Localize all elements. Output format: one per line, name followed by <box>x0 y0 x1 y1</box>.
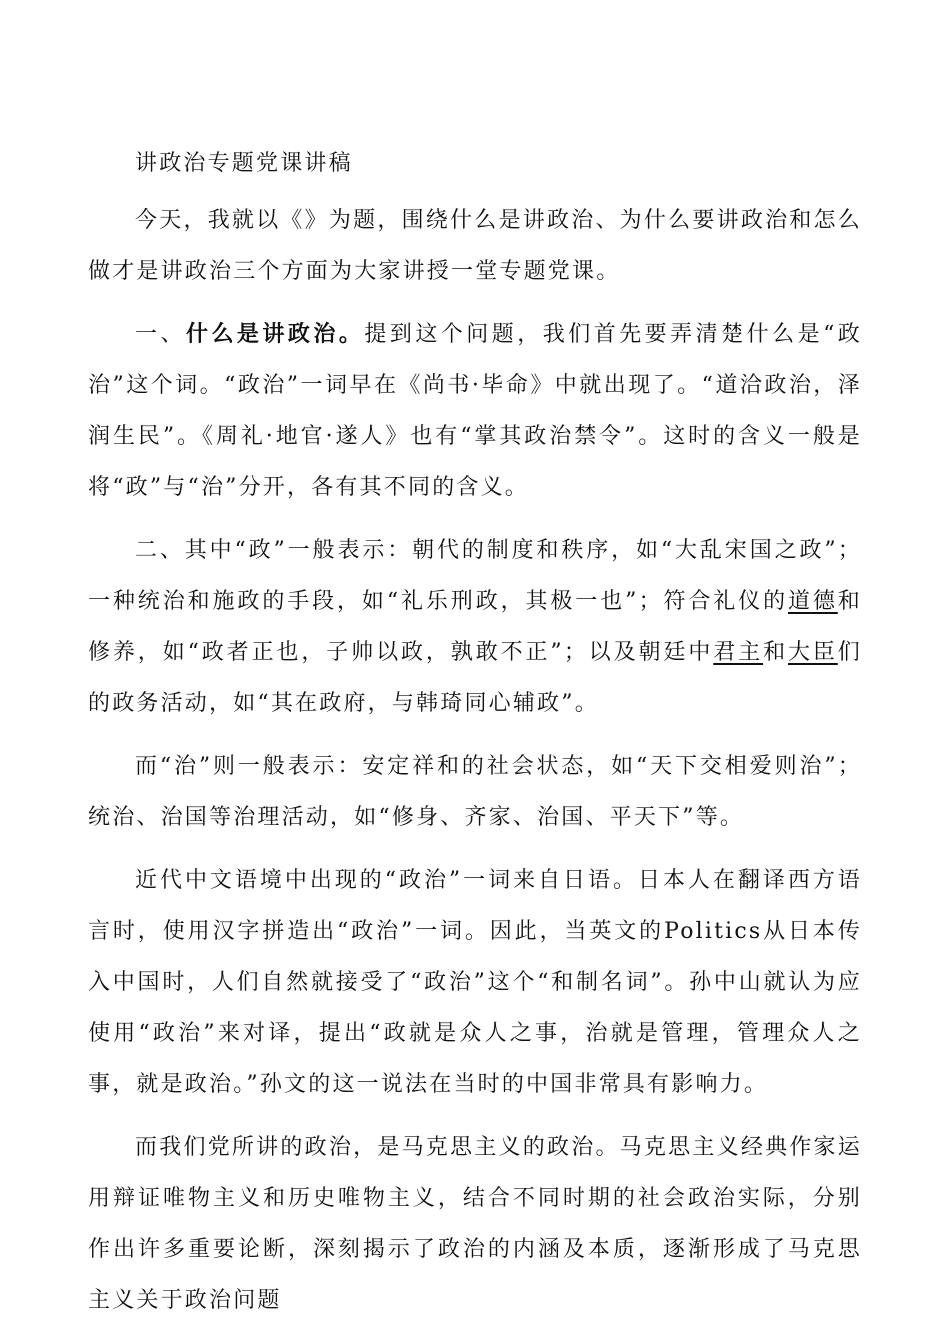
paragraph-section-one <box>88 309 862 513</box>
section-two-text-1: 二、其中“政”一般表示：朝代的制度和秩序，如“大乱宋国之政”；一种统治和施政的手段，如“礼乐刑政，其极一也”；符合礼仪的 <box>88 538 862 614</box>
paragraph-section-two <box>88 525 862 729</box>
section-one-heading: 什么是讲政治。 <box>185 321 365 347</box>
section-two-text-4: 们的政务活动，如“其在政府，与韩琦同心辅政”。 <box>88 640 862 716</box>
link-junzhu[interactable]: 君主 <box>713 640 764 665</box>
document-page <box>88 138 862 1338</box>
link-dachen[interactable]: 大臣 <box>787 640 838 665</box>
link-daode[interactable]: 道德 <box>787 589 838 614</box>
paragraph-marxist-politics: 而我们党所讲的政治，是马克思主义的政治。马克思主义经典作家运用辩证唯物主义和历史唯物主义，结合不同时期的社会政治实际，分别作出许多重要论断，深刻揭示了政治的内涵及本质，逐渐形成了马克思主义关于政治问题 <box>88 1135 862 1313</box>
section-one-number: 一、 <box>135 322 186 347</box>
paragraph-zhi-meaning: 而“治”则一般表示：安定祥和的社会状态，如“天下交相爱则治”；统治、治国等治理活动，如“修身、齐家、治国、平天下”等。 <box>88 754 862 830</box>
paragraph-modern-origin: 近代中文语境中出现的“政治”一词来自日语。日本人在翻译西方语言时，使用汉字拼造出“政治”一词。因此，当英文的Politics从日本传入中国时，人们自然就接受了“政治”这个“和制名词”。孙中山就认为应使用“政治”来对译，提出“政就是众人之事，治就是管理，管理众人之事，就是政治。”孙文的这一说法在当时的中国非常具有影响力。 <box>88 868 862 1097</box>
section-two-text-3: 和 <box>763 640 788 665</box>
paragraph-intro: 今天，我就以《》为题，围绕什么是讲政治、为什么要讲政治和怎么做才是讲政治三个方面为大家讲授一堂专题党课。 <box>88 208 862 284</box>
section-one-text: 提到这个问题，我们首先要弄清楚什么是“政治”这个词。“政治”一词早在《尚书·毕命》中就出现了。“道洽政治，泽润生民”。《周礼·地官·遂人》也有“掌其政治禁令”。这时的含义一般是将“政”与“治”分开，各有其不同的含义。 <box>88 322 862 500</box>
document-title: 讲政治专题党课讲稿 <box>135 151 353 176</box>
section-two-text-2: 和修养，如“政者正也，子帅以政，孰敢不正”；以及朝廷中 <box>88 589 862 665</box>
